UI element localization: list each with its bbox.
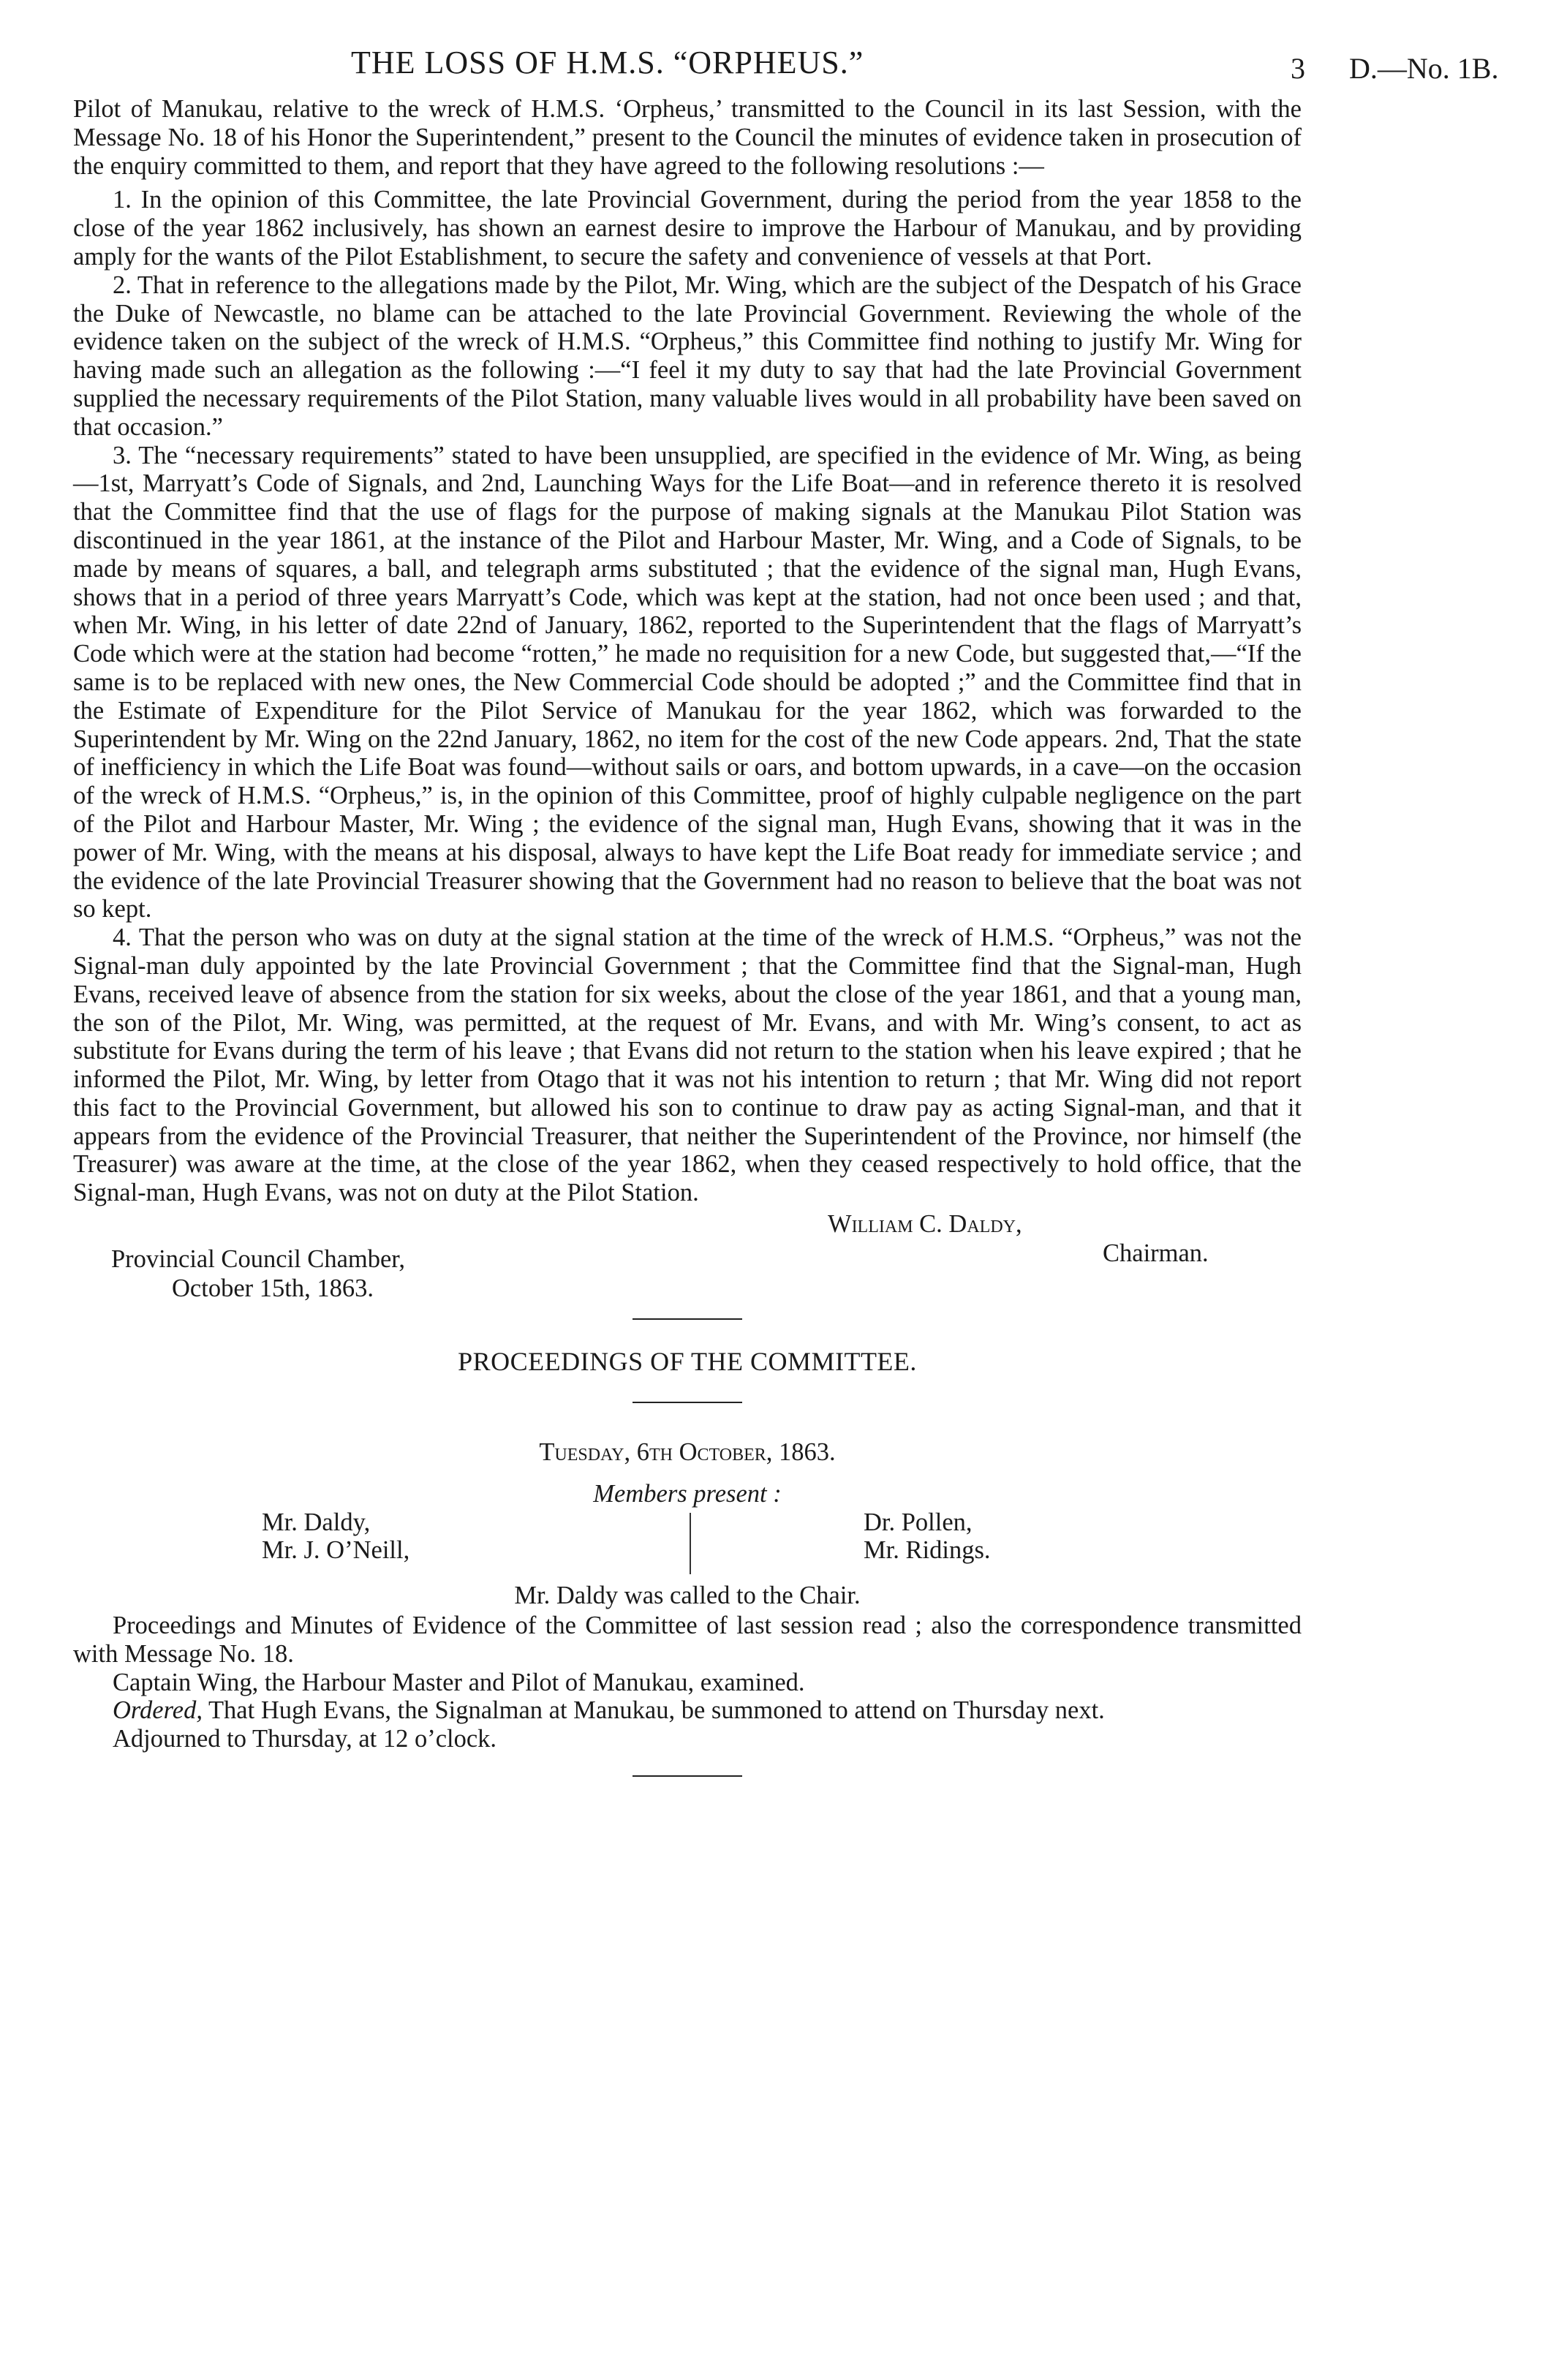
adjourned-paragraph: Adjourned to Thursday, at 12 o’clock.	[113, 1725, 497, 1753]
member-name: Mr. J. O’Neill,	[262, 1536, 410, 1565]
page-header	[73, 37, 1499, 95]
signature-block	[73, 1207, 1302, 1303]
proceedings-heading: PROCEEDINGS OF THE COMMITTEE.	[458, 1347, 917, 1377]
resolution-2: 2. That in reference to the allegations made by the Pilot, Mr. Wing, which are the subject of the Despatch of his Grace the Duke of Newcastle, no blame can be attached to the late Provincial Government. Reviewing the whole of the evidence taken on the subject of the wreck of H.M.S. “Orpheus,” this Committee find nothing to justify Mr. Wing for having made such an allegation as the following :—“I feel it my duty to say that had the late Provincial Government supplied the necessary requirements of the Pilot Station, many valuable lives would in all probability have been saved on that occasion.”	[73, 271, 1302, 441]
chair-note: Mr. Daldy was called to the Chair.	[514, 1582, 861, 1610]
member-name: Mr. Daldy,	[262, 1508, 371, 1537]
ordered-text: That Hugh Evans, the Signalman at Manukau, be summoned to attend on Thursday next.	[208, 1696, 1105, 1725]
resolution-3: 3. The “necessary requirements” stated to have been unsupplied, are specified in the evidence of Mr. Wing, as being—1st, Marryatt’s Code of Signals, and 2nd, Launching Ways for the Life Boat—and in reference thereto it is resolved that the Committee find that the use of flags for the purpose of making signals at the Manukau Pilot Station was discontinued in the year 1861, at the instance of the Pilot and Harbour Master, Mr. Wing, and a Code of Signals, to be made by means of squares, a ball, and telegraph arms substituted ; that the evidence of the signal man, Hugh Evans, shows that in a period of three years Marryatt’s Code, which was kept at the station, had not once been used ; and that, when Mr. Wing, in his letter of date 22nd of January, 1862, reported to the Superintendent that the flags of Marryatt’s Code which were at the station had become “rotten,” he made no requisition for a new Code, but suggested that,—“If the same is to be replaced with new ones, the New Commercial Code should be adopted ;” and the Committee find that in the Estimate of Expenditure for the Pilot Service of Manukau for the year 1862, which was forwarded to the Superintendent by Mr. Wing on the 22nd January, 1862, no item for the cost of the new Code appears. 2nd, That the state of inefficiency in which the Life Boat was found—without sails or oars, and bottom upwards, in a cave—on the occasion of the wreck of H.M.S. “Orpheus,” is, in the opinion of this Committee, proof of highly culpable negligence on the part of the Pilot and Harbour Master, Mr. Wing ; the evidence of the signal man, Hugh Evans, showing that it was in the power of Mr. Wing, with the means at his disposal, always to have kept the Life Boat ready for immediate service ; and the evidence of the late Provincial Treasurer showing that the Government had no reason to believe that the boat was not so kept.	[73, 441, 1302, 923]
document-reference: D.—No. 1B.	[1349, 52, 1499, 85]
page-number: 3	[1291, 52, 1305, 85]
document-page	[73, 37, 1499, 1777]
proceedings-paragraph: Captain Wing, the Harbour Master and Pilot of Manukau, examined.	[113, 1668, 805, 1696]
end-divider	[633, 1775, 742, 1777]
member-name: Dr. Pollen,	[864, 1508, 973, 1537]
resolution-1: 1. In the opinion of this Committee, the late Provincial Government, during the period from the year 1858 to the close of the year 1862 inclusively, has shown an earnest desire to improve the Harbour of Manukau, and by providing amply for the wants of the Pilot Establishment, to secure the safety and convenience of vessels at that Port.	[73, 186, 1302, 271]
column-divider	[690, 1513, 691, 1574]
proceedings-paragraph: Proceedings and Minutes of Evidence of the Committee of last session read ; also the correspondence transmitted with Message No. 18.	[73, 1612, 1302, 1668]
ordered-paragraph	[73, 1696, 1302, 1725]
intro-paragraph: Pilot of Manukau, relative to the wreck of H.M.S. ‘Orpheus,’ transmitted to the Council in its last Session, with the Message No. 18 of his Honor the Superintendent,” present to the Council the minutes of evidence taken in prosecution of the enquiry committed to them, and report that they have agreed to the following resolutions :—	[73, 95, 1302, 180]
resolution-4: 4. That the person who was on duty at the signal station at the time of the wreck of H.M.S. “Orpheus,” was not the Signal-man duly appointed by the late Provincial Government ; that the Committee find that the Signal-man, Hugh Evans, received leave of absence from the station for six weeks, about the close of the year 1861, and that a young man, the son of the Pilot, Mr. Wing, was permitted, at the request of Mr. Evans, and with Mr. Wing’s consent, to act as substitute for Evans during the term of his leave ; that Evans did not return to the station when his leave expired ; that he informed the Pilot, Mr. Wing, by letter from Otago that it was not his intention to return ; that Mr. Wing did not report this fact to the Provincial Government, but allowed his son to continue to draw pay as acting Signal-man, and that it appears from the evidence of the Provincial Treasurer, that neither the Superintendent of the Province, nor himself (the Treasurer) was aware at the time, at the close of the year 1862, when they ceased respectively to hold office, that the Signal-man, Hugh Evans, was not on duty at the Pilot Station.	[73, 923, 1302, 1207]
report-body	[73, 95, 1302, 1207]
chairman-name: William C. Daldy,	[828, 1210, 1022, 1239]
members-list	[73, 1508, 1302, 1582]
chairman-title: Chairman.	[1103, 1239, 1209, 1268]
members-label: Members present :	[593, 1480, 782, 1508]
meeting-date: Tuesday, 6th October, 1863.	[539, 1438, 836, 1467]
members-right-column	[864, 1508, 991, 1564]
members-left-column	[262, 1508, 409, 1564]
running-title: THE LOSS OF H.M.S. “ORPHEUS.”	[351, 45, 864, 80]
signature-place: Provincial Council Chamber,	[111, 1245, 406, 1274]
proceedings-body	[73, 1612, 1302, 1753]
member-name: Mr. Ridings.	[864, 1536, 991, 1565]
ordered-label: Ordered,	[113, 1696, 203, 1725]
signature-date: October 15th, 1863.	[172, 1274, 374, 1303]
